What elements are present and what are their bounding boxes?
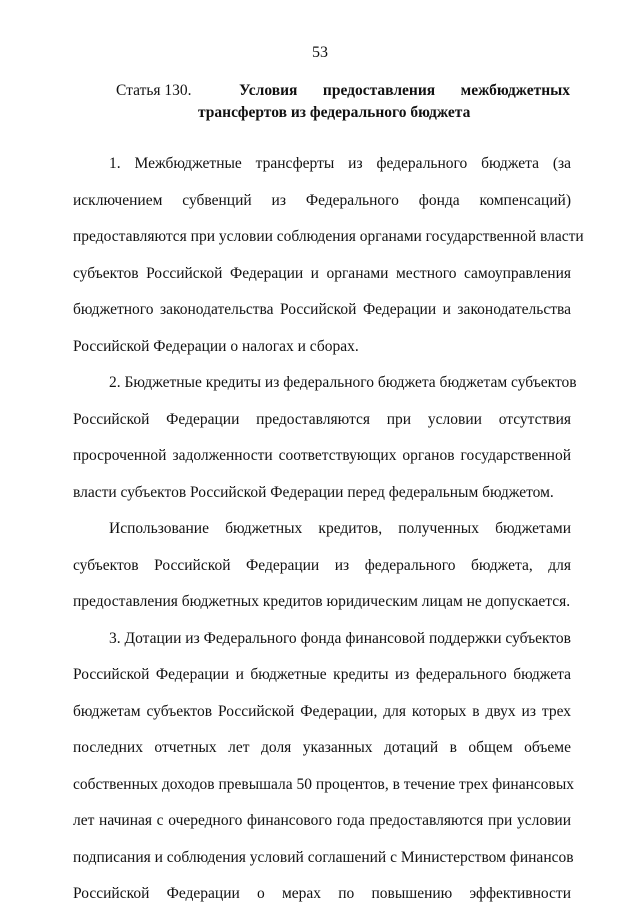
- paragraph-line: Российской Федерации и бюджетные кредиты из федерального бюджета: [73, 666, 571, 683]
- paragraph-line: Российской Федерации предоставляются при условии отсутствия: [73, 410, 571, 428]
- paragraph-line: собственных доходов превышала 50 процентов, в течение трех финансовых: [73, 775, 574, 793]
- paragraph-line: предоставляются при условии соблюдения органами государственной власти: [73, 228, 584, 245]
- paragraph-line: просроченной задолженности соответствующих органов государственной: [73, 447, 571, 464]
- article-title-line-2: трансфертов из федерального бюджета: [198, 104, 471, 121]
- paragraph-line: Российской Федерации о мерах по повышению эффективности: [73, 885, 571, 902]
- article-title-word: предоставления: [322, 82, 436, 99]
- paragraph-line: подписания и соблюдения условий соглашений с Министерством финансов: [73, 848, 574, 866]
- paragraph-line: исключением субвенций из Федерального фонда компенсаций): [73, 191, 571, 209]
- paragraph-line: 3. Дотации из Федерального фонда финансовой поддержки субъектов: [109, 629, 571, 647]
- page-number: 53: [312, 44, 328, 61]
- paragraph-line: субъектов Российской Федерации и органами местного самоуправления: [73, 264, 571, 282]
- paragraph-1: [73, 146, 584, 365]
- paragraph-2b: [73, 511, 571, 621]
- paragraph-2: [73, 365, 577, 511]
- article-body: [73, 146, 584, 913]
- paragraph-line: Использование бюджетных кредитов, полученных бюджетами: [109, 520, 571, 537]
- paragraph-line: бюджетам субъектов Российской Федерации, для которых в двух из трех: [73, 702, 571, 720]
- article-title-word: межбюджетных: [460, 82, 570, 99]
- paragraph-line: лет начиная с очередного финансового года предоставляются при условии: [73, 812, 571, 829]
- paragraph-line: предоставления бюджетных кредитов юридическим лицам не допускается.: [73, 593, 571, 610]
- paragraph-line: 1. Межбюджетные трансферты из федерального бюджета (за: [109, 155, 571, 172]
- paragraph-line: 2. Бюджетные кредиты из федерального бюджета бюджетам субъектов: [109, 374, 577, 391]
- paragraph-line: Российской Федерации о налогах и сборах.: [73, 337, 359, 355]
- article-title-word: Условия: [239, 82, 298, 99]
- paragraph-line: субъектов Российской Федерации из федерального бюджета, для: [73, 556, 571, 574]
- article-label: Статья 130.: [116, 82, 192, 99]
- article-heading-line-1: [116, 80, 570, 102]
- paragraph-line: власти субъектов Российской Федерации перед федеральным бюджетом.: [73, 483, 554, 501]
- paragraph-line: бюджетного законодательства Российской Федерации и законодательства: [73, 301, 571, 318]
- paragraph-line: последних отчетных лет доля указанных дотаций в общем объеме: [73, 739, 571, 756]
- article-heading: [116, 80, 570, 124]
- paragraph-3: [73, 621, 574, 913]
